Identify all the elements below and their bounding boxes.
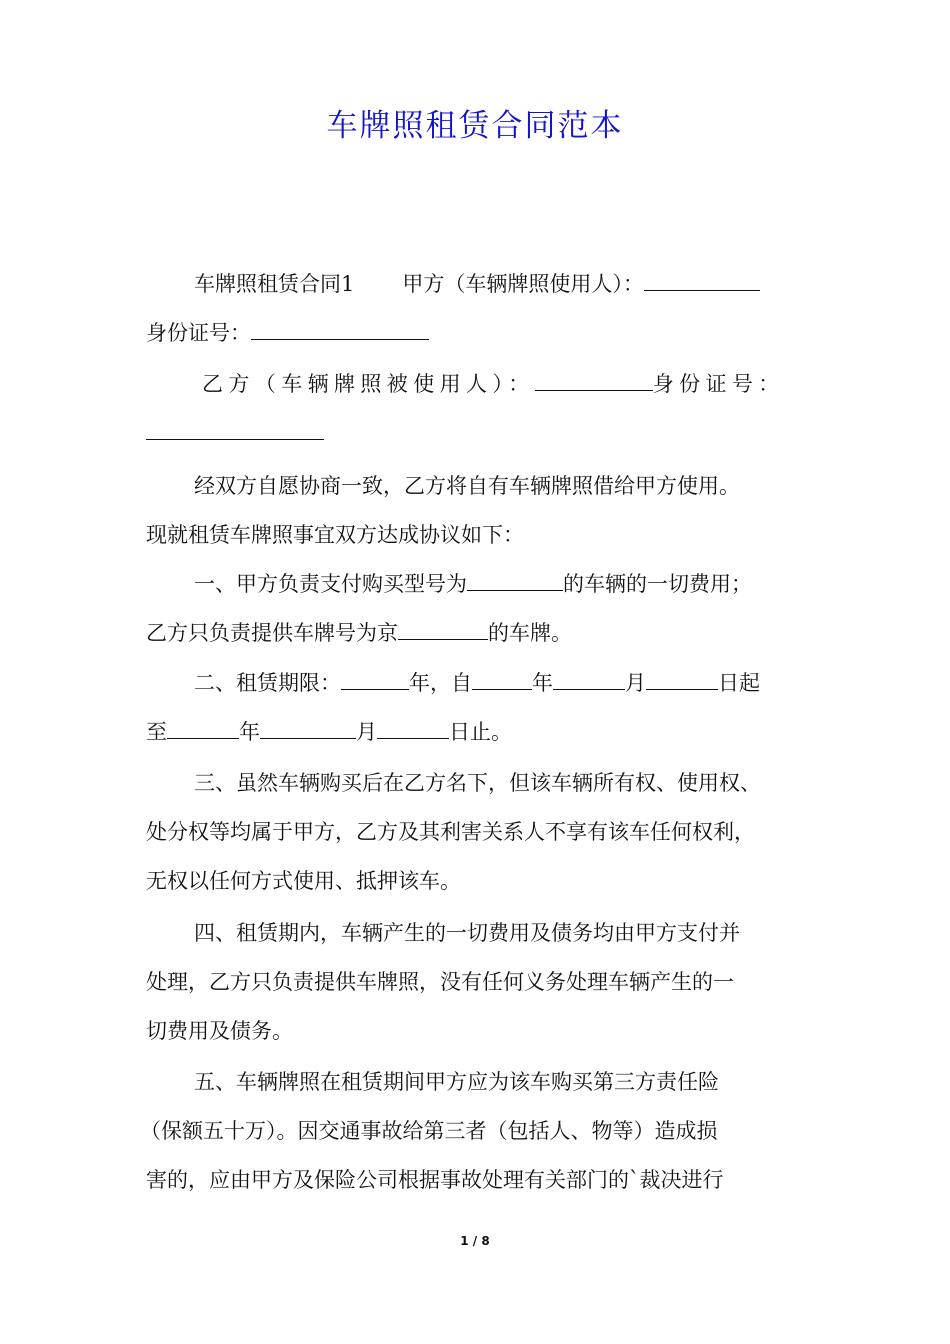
clause-1-text-d: 的车牌。 xyxy=(488,621,572,645)
clause-2-day-from-label: 日起 xyxy=(718,671,760,695)
clause-1-line-2 xyxy=(146,609,572,658)
clause-3-line-3: 无权以任何方式使用、抵押该车。 xyxy=(146,869,461,893)
clause-3-line-1: 三、虽然车辆购买后在乙方名下，但该车辆所有权、使用权、 xyxy=(194,771,761,795)
start-day-blank xyxy=(646,671,718,690)
party-a-line xyxy=(194,260,760,309)
clause-2-line-1 xyxy=(194,659,760,708)
clause-2-year-label-2: 年 xyxy=(532,671,553,695)
party-a-label: 甲方（车辆牌照使用人）： xyxy=(402,272,644,296)
vehicle-model-blank xyxy=(467,572,563,591)
end-year-blank xyxy=(167,720,239,739)
page-title: 车牌照租赁合同范本 xyxy=(326,108,624,144)
intro-line-1: 经双方自愿协商一致，乙方将自有车辆牌照借给甲方使用。 xyxy=(194,474,740,498)
clause-2-month-label: 月 xyxy=(625,671,646,695)
party-b-line xyxy=(202,360,785,409)
clause-5-line-1: 五、车辆牌照在租赁期间甲方应为该车购买第三方责任险 xyxy=(194,1070,719,1094)
start-year-blank xyxy=(472,671,532,690)
clause-2-day-to-label: 日止。 xyxy=(449,720,512,744)
page-number: 1 / 8 xyxy=(460,1234,490,1248)
clause-5-line-3: 害的，应由甲方及保险公司根据事故处理有关部门的`裁决进行 xyxy=(146,1168,724,1192)
clause-4-line-3: 切费用及债务。 xyxy=(146,1019,293,1043)
clause-5-line-2: （保额五十万）。因交通事故给第三者（包括人、物等）造成损 xyxy=(140,1119,718,1143)
clause-2-year-label: 年，自 xyxy=(409,671,472,695)
party-b-id-blank xyxy=(146,421,324,440)
clause-1-text-a: 一、甲方负责支付购买型号为 xyxy=(194,572,467,596)
clause-2-year-label-3: 年 xyxy=(239,720,260,744)
term-years-blank xyxy=(341,671,409,690)
clause-2-to-label: 至 xyxy=(146,720,167,744)
end-day-blank xyxy=(377,720,449,739)
clause-4-line-1: 四、租赁期内，车辆产生的一切费用及债务均由甲方支付并 xyxy=(194,921,740,945)
contract-label: 车牌照租赁合同1 xyxy=(194,272,355,296)
clause-2-line-2 xyxy=(146,708,512,757)
party-a-id-line xyxy=(146,309,429,358)
party-b-id-line xyxy=(146,409,324,458)
clause-3-line-2: 处分权等均属于甲方，乙方及其利害关系人不享有该车任何权利， xyxy=(146,820,755,844)
start-month-blank xyxy=(553,671,625,690)
end-month-blank xyxy=(260,720,356,739)
clause-2-text-a: 二、租赁期限： xyxy=(194,671,341,695)
clause-2-month-label-2: 月 xyxy=(356,720,377,744)
party-b-id-label: 身份证号： xyxy=(652,372,785,396)
clause-1-text-c: 乙方只负责提供车牌号为京 xyxy=(146,621,398,645)
party-a-id-label: 身份证号： xyxy=(146,321,251,345)
intro-line-2: 现就租赁车牌照事宜双方达成协议如下： xyxy=(146,523,524,547)
party-b-label: 乙方（车辆牌照被使用人）： xyxy=(202,372,535,396)
party-b-name-blank xyxy=(535,372,653,391)
plate-number-blank xyxy=(398,621,488,640)
clause-1-line-1 xyxy=(194,560,752,609)
party-a-name-blank xyxy=(644,272,760,291)
clause-4-line-2: 处理，乙方只负责提供车牌照，没有任何义务处理车辆产生的一 xyxy=(146,970,734,994)
clause-1-text-b: 的车辆的一切费用； xyxy=(563,572,752,596)
party-a-id-blank xyxy=(251,321,429,340)
